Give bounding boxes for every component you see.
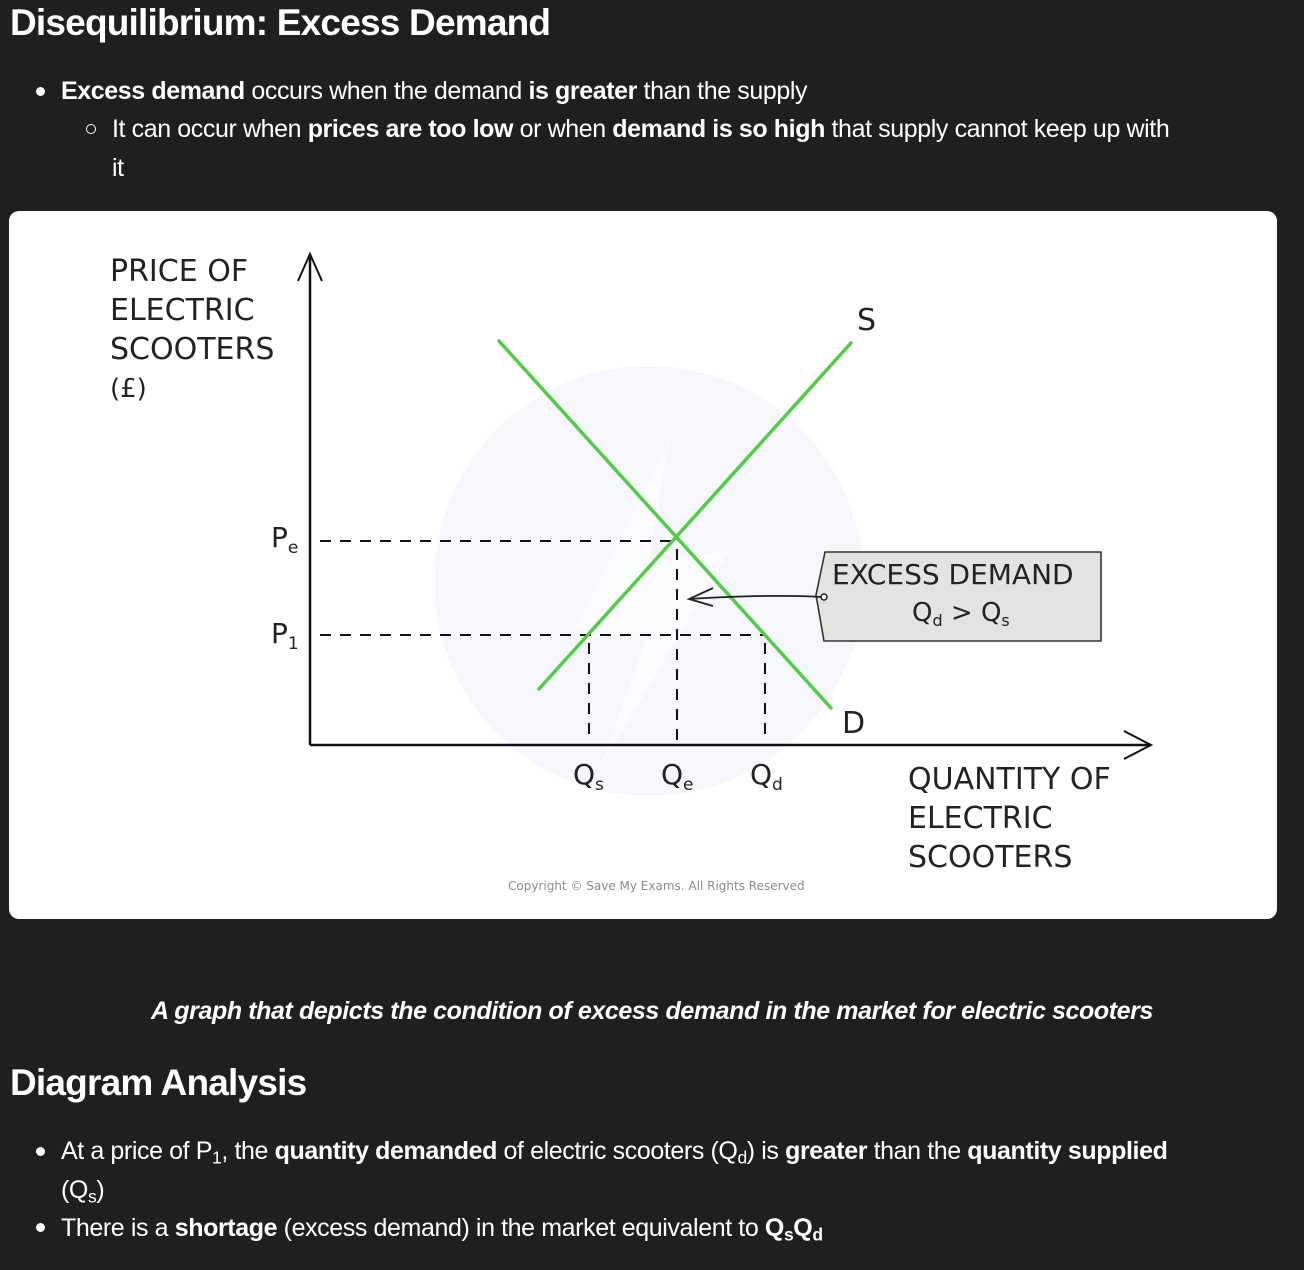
figure-caption: A graph that depicts the condition of excess demand in the market for electric scooters [150, 997, 1154, 1025]
x-axis-label-line-1: QUANTITY OF [908, 762, 1111, 797]
text: There is a [61, 1214, 175, 1242]
bold-text: is greater [528, 77, 637, 105]
intro-sub-bullet-1 [112, 110, 1282, 148]
qd-label: $Q_d$ [750, 758, 783, 795]
text: it [112, 154, 124, 182]
bold-text: demand is so high [612, 115, 825, 143]
text: It can occur when [112, 115, 308, 143]
bold-text: Excess demand [61, 77, 245, 105]
subscript: s [87, 1186, 97, 1207]
qs-label: $Q_s$ [573, 758, 604, 795]
sub-bullet-circle [86, 124, 96, 134]
bullet-dot [36, 1147, 45, 1156]
bold-text: quantity demanded [274, 1137, 497, 1165]
bullet-dot [36, 1223, 45, 1232]
supply-label: S [857, 303, 877, 338]
callout-formula: Qd > Qs [912, 598, 1010, 630]
pe-label: $P_e$ [271, 521, 299, 558]
text: (Q [61, 1176, 88, 1204]
section-title: Diagram Analysis [10, 1062, 307, 1103]
text: occurs when the demand [244, 77, 529, 105]
callout-title: EXCESS DEMAND [832, 558, 1074, 591]
y-axis-label-line-4: (£) [110, 374, 147, 404]
analysis-bullet-1-cont [61, 1171, 104, 1209]
x-axis-label-line-3: SCOOTERS [908, 840, 1073, 875]
bold-text: $Q_sQ_d$ [764, 1214, 823, 1245]
copyright-notice: Copyright © Save My Exams. All Rights Reserved [508, 879, 805, 893]
text: than the supply [637, 77, 808, 105]
text: ) is [746, 1137, 786, 1165]
text: of electric scooters (Q [496, 1137, 738, 1165]
callout-arrow-tail [821, 594, 827, 600]
text: that supply cannot keep up with [824, 115, 1170, 143]
page-title: Disequilibrium: Excess Demand [10, 2, 551, 43]
diagram-card [9, 211, 1277, 919]
bold-text: shortage [174, 1214, 278, 1242]
bold-text: prices are too low [307, 115, 514, 143]
text: At a price of P [61, 1137, 213, 1165]
y-axis-label-line-2: ELECTRIC [110, 293, 255, 328]
y-axis-label-line-3: SCOOTERS [110, 332, 275, 367]
analysis-bullet-1 [61, 1132, 1291, 1170]
intro-sub-bullet-1-cont [112, 149, 124, 187]
y-axis-label-line-1: PRICE OF [110, 254, 249, 289]
bold-text: greater [785, 1137, 868, 1165]
bullet-dot [36, 87, 45, 96]
intro-bullet-1 [61, 72, 807, 110]
text: or when [513, 115, 613, 143]
subscript: 1 [212, 1147, 222, 1168]
bold-text: quantity supplied [967, 1137, 1168, 1165]
x-axis-label-line-2: ELECTRIC [908, 801, 1053, 836]
excess-demand-diagram [9, 211, 1277, 919]
p1-label: $P_1$ [271, 617, 299, 654]
text: (excess demand) in the market equivalent to [277, 1214, 765, 1242]
text: ) [96, 1176, 105, 1204]
text: , the [221, 1137, 275, 1165]
demand-label: D [842, 706, 866, 741]
qe-label: $Q_e$ [661, 758, 694, 795]
subscript: d [737, 1147, 747, 1168]
text: than the [867, 1137, 968, 1165]
analysis-bullet-2 [61, 1209, 823, 1247]
